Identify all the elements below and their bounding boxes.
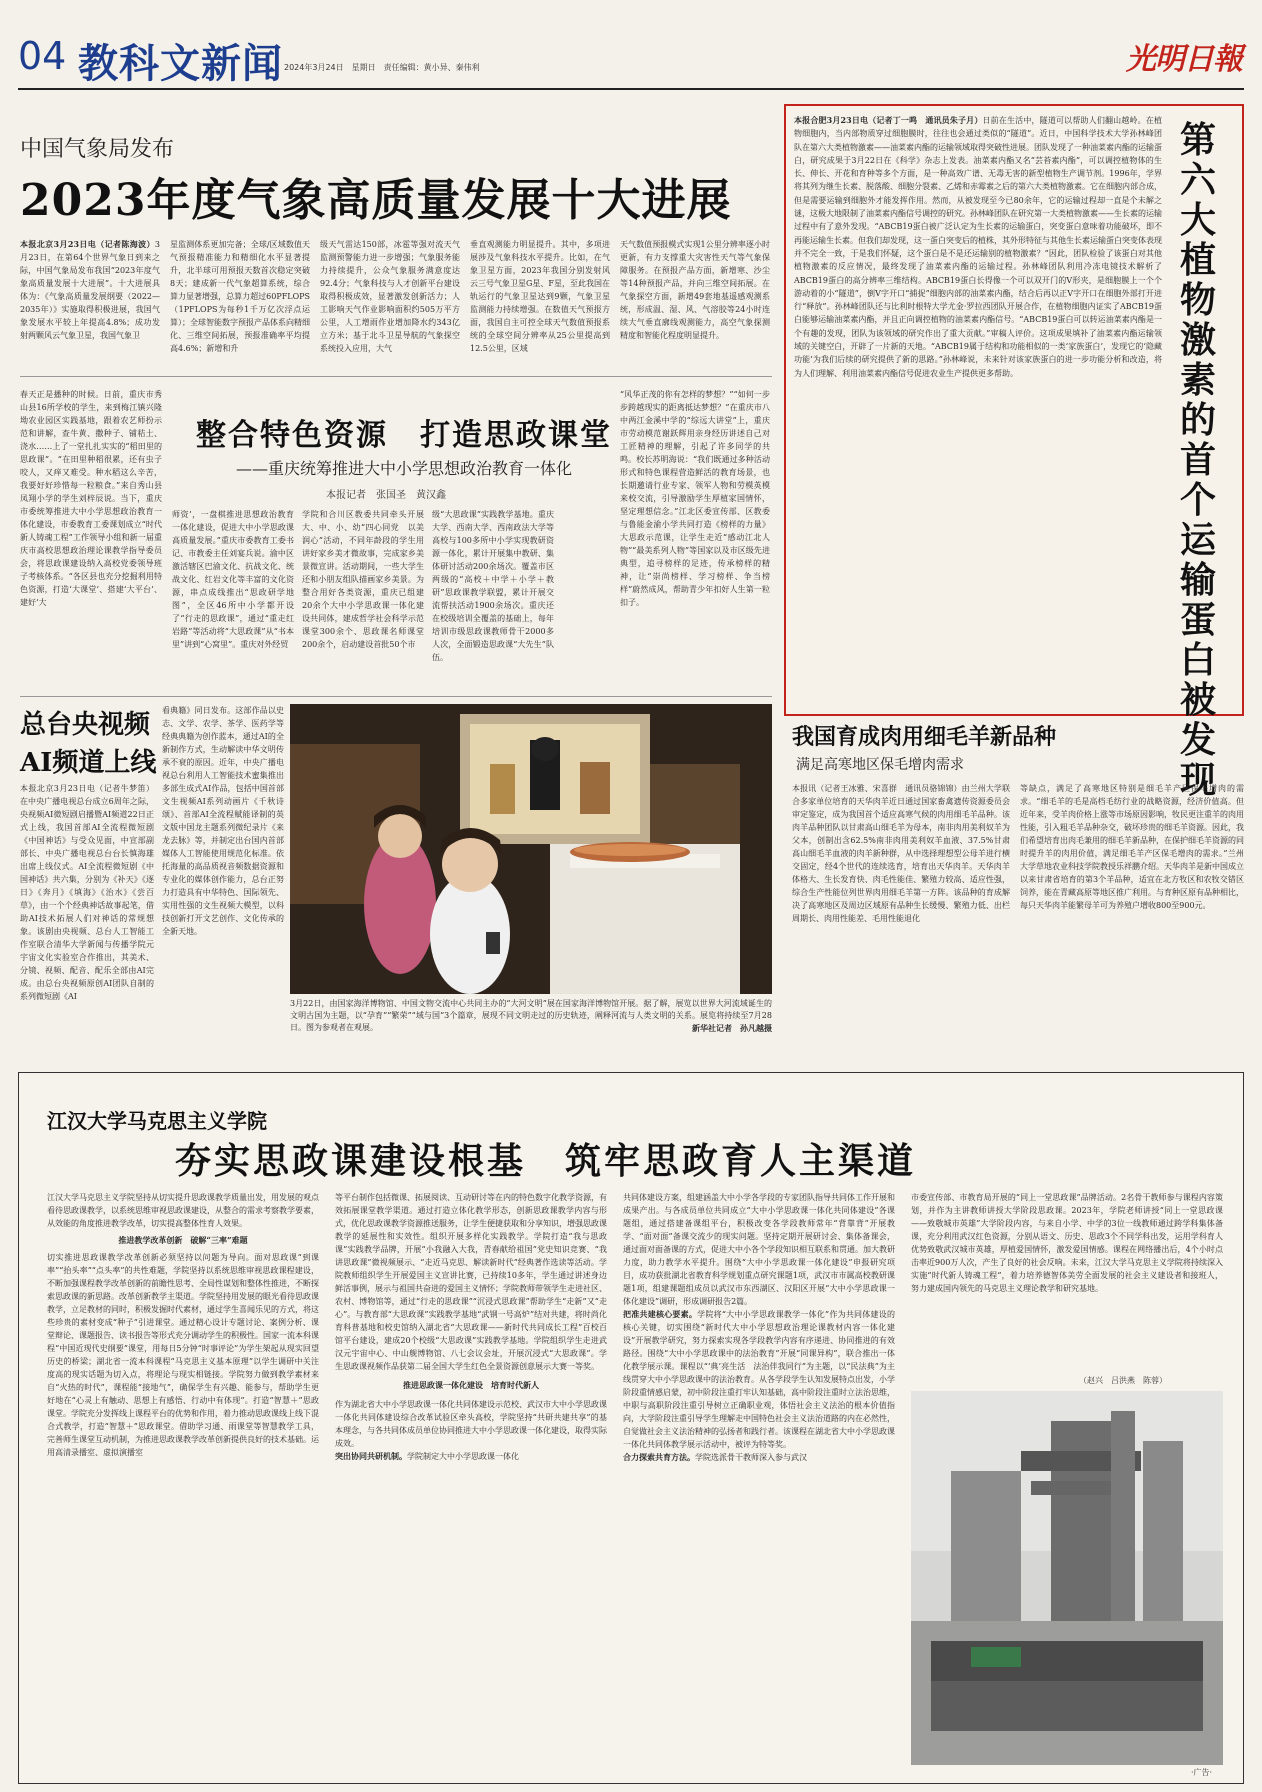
ad-mark: ·广告·: [1191, 1768, 1213, 1777]
plant-dateline: 本报合肥3月23日电（记者丁一鸣 通讯员朱子月）: [794, 115, 983, 125]
jianghan-box: [18, 1072, 1244, 1784]
sheep-subtitle: 满足高寒地区保毛增肉需求: [796, 757, 964, 773]
cctv-title-line-2: AI频道上线: [20, 748, 157, 778]
jianghan-author: （赵兴 吕洪燕 陈蓉）: [1079, 1376, 1167, 1385]
ideology-subtitle: ——重庆统筹推进大中小学思想政治教育一体化: [236, 459, 573, 478]
masthead-logo: 光明日報: [1126, 42, 1242, 77]
ideology-byline: 本报记者 张国圣 黄汉鑫: [326, 490, 446, 501]
ideology-col-5: “风华正茂的你有怎样的梦想？”“如何一步步跨越现实的距离抵达梦想？”在重庆市八中两江金溪中学的“综远大讲堂”上，重庆市劳动模范谢跃辉用亲身经历讲述自己对工匠精神的理解，引起了许多同学的共鸣。校长苏明海说：“我们既通过多种活动形式和特色课程营造鲜活的教育场景，也长期邀请行业专家、领军人物和劳模英模来校交流，引导激励学生厚植家国情怀，坚定理想信念。”江北区委宣传部、区教委与鲁能金渝小学共同打造《榜样的力量》大思政示范课，让学生走近“感动江北人物”“最美系列人物”等国家以及市区级先进典型，追寻榜样的足迹，传承榜样的精神，让“崇尚榜样、学习榜样、争当榜样”蔚然成风，帮助青少年扣好人生第一粒扣子。: [620, 390, 770, 607]
weather-col-1: [20, 238, 160, 363]
jianghan-col-2-tail: 学院制定大中小学思政课一体化: [407, 1452, 519, 1461]
jianghan-col-2: [335, 1191, 607, 1775]
section-title: 教科文新闻: [78, 40, 283, 87]
ideology-col-2: 师资’，一盘棋推进思想政治教育一体化建设，促进大中小学思政课高质量发展。”重庆市委教育工委书记、市教委主任刘宴兵说。渝中区激活辖区巴渝文化、抗战文化、统战文化、红岩文化等丰富的文化资源，串点成线推出“思政研学地图”，全区46所中小学都开设了“行走的思政课”，通过“重走红岩路”等活动将“大思政课”从“书本里”讲到“心窝里”。重庆对外经贸: [172, 510, 294, 649]
jianghan-photo-illustration: [911, 1391, 1223, 1765]
jianghan-col-3-body-2: 学院将“大中小学思政课教学一体化”作为共同体建设的核心关键，切实围绕“新时代大中小学思想政治理论课教材内容一体化建设”开展教学研究，努力探索实现各学段教学内容有序递进、协同推进的有效路径。围绕“大中小学思政课中的法治教育”开展“同课异构”，联合推出一体化教学展示课。课程以“‘典’亮生活 法治伴我同行”为主题，以“民法典”为主线贯穿大中小学思政课中的法治教育。从各学段学生认知发展特点出发，小学阶段重情感启蒙，初中阶段注重打牢认知基础，高中阶段注重时立法治思维，中职与高职阶段注重引导树立正确职业观，体悟社会主义法治的根本价值指向，大学阶段注重引导学生理解走中国特色社会主义法治道路的内在必然性，自觉做社会主义法治精神的弘扬者和践行者。该课程在湖北省大中小学思政课一体化共同体教学展示活动中，被评为特等奖。: [623, 1310, 895, 1449]
jianghan-col-4-body: 市委宣传部、市教育局开展的“同上一堂思政课”品牌活动。2名骨干教师参与课程内容策划，并作为主讲教师讲授大学阶段思政课。2023年，学院老师讲授“同上一堂思政课——致敬城市英雄”大学阶段内容，与来自小学、中学的3位一线教师通过跨学科集体备课，充分利用武汉红色资源，分别从语文、历史、思政3个不同学科出发，运用学科育人优势致敬武汉城市英雄，厚植爱国情怀，激发爱国情感。课程在网络播出后，4个小时点击率近900万人次，产生了良好的社会反响。未来，江汉大学马克思主义学院将持续深入实施“时代新人铸魂工程”，着力培养德智体美劳全面发展的社会主义建设者和接班人，努力建成国内领先的马克思主义理论教学和研究基地。: [911, 1193, 1223, 1293]
header-rule: [18, 88, 1244, 90]
cctv-col-2: 看典籍》同日发布。这部作品以史志、文学、农学、茶学、医药学等经典典籍为创作蓝本，通过AI的全新制作方式，生动解读中华文明传承不衰的原因。近年，中央广播电视总台利用人工智能技术蜜集推出多部生成式AI作品，包括中国首部文生视频AI系列动画片《千秋诗颂》、首部AI全流程赋能译制的英文版中国龙主题系列微纪录片《来龙去脉》等，并制定出台国内首部媒体人工智能使用规范化标准。依托海量的高品质视音频数据资源和专业化的媒体创作能力，总台正努力打造具有中华特色、国际领先、实用性强的文生视频大模型，以科技创新打开文艺创作、文化传承的全新天地。: [162, 706, 284, 936]
weather-col-1-text: 3月23日，在第64个世界气象日到来之际，中国气象局发布我国“2023年度气象高质量发展十大进展”。十大进展具体为：《气象高质量发展纲要（2022—2035年）》实施取得积极进展，我国气象发展水平较上年提高4.8%；成功发射两颗风云气象卫星，我国气象卫: [20, 240, 160, 340]
jianghan-lead: 江汉大学马克思主义学院坚持从切实提升思政课教学质量出发，用发展的观点看待思政课教学，以系统思维审视思政课建设，从整合的需求考察教学要素，从效能的角度推进教学改革，切实提高整体性育人效果。: [47, 1193, 319, 1228]
weather-col-3: 级天气雷达150部，冰雹等强对流天气监测预警能力进一步增强；气象服务能力持续提升，公众气象服务满意度达92.4分；气象科技与人才创新平台建设取得积极成效，显著激发创新活力；人工影响天气作业影响面积约505万平方公里，人工增雨作业增加降水约343亿立方米；基于北斗卫星导航的气象探空系统投入应用，大气: [320, 240, 460, 353]
plant-title: 第六大植物激素的首个运输蛋白被发现: [1180, 119, 1217, 801]
jianghan-col-2-body-2: 作为湖北省大中小学思政课一体化共同体建设示范校、武汉市大中小学思政课一体化共同体建设综合改革试验区牵头高校，学院坚持“共研共建共享”的基本理念，与各共同体成员单位协同推进大中小学思政课一体化建设，取得实际成效。: [335, 1400, 607, 1448]
museum-caption-text: 3月22日，由国家海洋博物馆、中国文物交流中心共同主办的“大河文明”展在国家海洋博物馆开展。据了解，展览以世界大河流域诞生的文明古国为主题，以“孕育”“繁荣”“域与国”3个篇章，展现不同文明走过的历史轨迹，阐释河流与人类文明的关系。展览将持续至7月28日。图为参观者在观展。: [290, 999, 772, 1032]
ideology-col-3: 学院和合川区教委共同牵头开展大、中、小、幼“四心同党 以美润心”活动，不同年龄段的学生用讲好家乡美才微故事，完成家乡美景微宣讲。活动期间，一些大学生还和小朋友组队描画家乡美景。为整合用好各类资源，重庆已组建20余个大中小学思政课一体化建设共同体，建成哲学社会科学示范课堂300余个、思政课名师课堂200余个，启动建设首批50个市: [302, 510, 424, 649]
weather-divider: [20, 376, 772, 377]
museum-photo-illustration: [290, 704, 772, 994]
sheep-col-2: 等缺点，满足了高寒地区特别是细毛羊产区保毛增肉的需求。“细毛羊的毛是高档毛纺行业的战略资源，经济价值高。但近年来，受羊肉价格上涨等市场原因影响，牧民更注重羊的肉用性能，引入粗毛羊品种杂交，破坏珍贵的细毛羊资源。因此，我们希望培育出肉毛兼用的细毛羊新品种，在保护细毛羊资源的同时提升羊的肉用价值，满足细毛羊产区保毛增肉的需求。”兰州大学草地农业科技学院教授乐祥鹏介绍。天华肉羊是新中国成立以来甘肃省培育的第3个羊品种，适宜在北方牧区和农牧交错区饲养，能在青藏高原等地区推广利用。与育种区原有品种相比，每只天华肉羊能繁母羊可为养殖户增收800至900元。: [1020, 784, 1244, 910]
jianghan-col-1-body: 切实推进思政课教学改革创新必须坚持以问题为导向。面对思政课“到课率”“抬头率”“点头率”的共性难题，学院坚持以系统思维审视思政课程建设，不断加强课程教学改革创新的前瞻性思考、全局性谋划和整体性推进，不断探索思政课的新思路。改革创新教学主渠道。学院坚持用发展的眼光看待思政课教学，立足教材的同时，积极发掘时代素材，通过学生喜闻乐见的方式，将这些珍贵的素材变成“种子”引进课堂。通过精心设计专题讨论、案例分析、课堂辩论、课题报告、读书报告等形式充分调动学生的积极性。国家一流本科课程“中国近现代史纲要”课堂，用每日5分钟“时事评论”为学生架起从现实回望历史的桥梁；湖北省一流本科课程“马克思主义基本原理”以学生调研中关注度高的现实话题为切入点，将理论与现实相链接。学院努力做到教学素材来自“火热的时代”，课程能“接地气”，确保学生有兴趣、能参与，帮助学生更好地在“心灵上有触动、思想上有感悟、行动中有体现”。打造“智慧＋”思政课堂。学院充分发挥线上课程平台的优势和作用，着力推动思政课线上线下混合式教学，打造“智慧＋”思政课堂。借助学习通、雨课堂等智慧教学工具，完善师生课堂互动机制，为推进思政课教学改革创新提供良好的技术基础。运用高清录播室、虚拟演播室: [47, 1253, 319, 1457]
jianghan-col-3-tail: 学院选派骨干教师深入参与武汉: [695, 1453, 807, 1462]
jianghan-heading-1: 推进教学改革创新 破解“三率”难题: [118, 1235, 248, 1245]
weather-title: 2023年度气象高质量发展十大进展: [20, 175, 732, 226]
jianghan-heading-2: 推进思政课一体化建设 培育时代新人: [403, 1380, 539, 1390]
weather-col-4: 垂直观测能力明显提升。其中，多项进展涉及气象科技水平提升。比如，在气象卫星方面，2023年我国分别发射风云三号气象卫星G星、F星，至此我国在轨运行的气象卫星达到9颗，气象卫星监测能力持续增强。在数值天气预报方面，我国自主可控全球天气数值预报系统的全球空间分辨率从25公里提高到12.5公里，区域: [470, 240, 610, 353]
plant-body: [794, 114, 1162, 706]
jianghan-col-1: [47, 1191, 319, 1775]
jianghan-title: 夯实思政课建设根基 筑牢思政育人主渠道: [175, 1140, 917, 1182]
museum-photo-credit: 新华社记者 孙凡越摄: [692, 1023, 772, 1033]
jianghan-group-photo: [911, 1391, 1223, 1765]
sheep-title: 我国育成肉用细毛羊新品种: [792, 724, 1057, 750]
sheep-col-1: 本报讯（记者王冰雅、宋喜群 通讯员骆锦锦）由兰州大学联合多家单位培育的天华肉羊近日通过国家畜禽遗传资源委员会审定鉴定，成为我国首个适应高寒气候的肉用细毛羊品种。该肉羊品种团队以甘肃高山细毛羊为母本，南非肉用美利奴羊为父本，创制出含62.5%南非肉用美利奴羊血液、37.5%甘肃高山细毛羊血液的肉羊新种群，从中选择理想型公母羊进行横交固定，经4个世代的连续选育，培育出天华肉羊。天华肉羊体格大、生长发育快、肉毛性能佳、繁殖力较高、适应性强，综合生产性能位列世界肉用细毛羊第一方阵。该品种的育成解决了高寒地区及周边区域原有品种生长缓慢、繁殖力低、出栏周期长、肉用性能差、毛用性能退化: [792, 784, 1010, 923]
museum-photo: [290, 704, 772, 994]
jianghan-heading-4: 把准共建核心要素。: [623, 1309, 698, 1319]
museum-photo-caption: [290, 998, 772, 1054]
jianghan-col-3-body: 共同体建设方案，组建涵盖大中小学各学段的专家团队指导共同体工作开展和成果产出。与各成员单位共同成立“大中小学思政课一体化共同体建设”各课题组，通过搭建备课组平台，积极改变各学段教师常年“背靠背”开展教学、“面对面”备课交流少的现实问题。坚持定期开展研讨会、集体备课会，通过面对面备课的方式，促进大中小各个学段知识相互联系和贯通。加大教研力度，助力教学水平提升。围绕“大中小学思政课一体化建设”申报研究项目，成功获批湖北省教育科学规划重点研究课题1项，武汉市市属高校教研课题1项，组建课题组成员以武汉市东西湖区、汉阳区开展“大中小学思政课一体化建设”调研，形成调研报告2篇。: [623, 1193, 895, 1306]
plant-body-text: 日前在生活中，隧道可以帮助人们翻山越岭。在植物细胞内，当内部物质穿过细胞膜时，往往也会通过类似的“隧道”。近日，中国科学技术大学孙林峰团队在第六大类植物激素——油菜素内酯的运输领域取得突破性进展。团队发现了一种油菜素内酯的运输蛋白，研究成果于3月22日在《科学》杂志上发表。油菜素内酯又名“芸苔素内酯”，可以调控植物体的生长、伸长、开花和育种等多个方面，是一种高效广谱、无毒无害的新型植物生产调节剂。1996年，学界将其列为继生长素、脱落酸、细胞分裂素、乙烯和赤霉素之后的第六大类植物激素。它在细胞内部合成，但是需要运输到细胞外才能发挥作用。然而，从被发现至今已80余年，它的运输过程却一直是个未解之谜，这极大地限制了油菜素内酯信号调控的研究。孙林峰团队在研究第一大类植物激素——生长素的运输过程中有了意外发现。“ABCB19蛋白被广泛认定为生长素的运输蛋白，突变蛋白意味着功能破坏，即不再能运输生长素。但我们却发现，这一蛋白突变后的植株，其外形特征与其他生长素运输蛋白突变体表现并不完全一致，于是我们怀疑，这个蛋白是不是还运输别的植物激素？”因此，团队检验了该蛋白对其他植物激素的反应情况，最终发现了油菜素内酯的运输过程。孙林峰团队利用冷冻电镜技术解析了ABCB19蛋白的高分辨率三维结构。ABCB19蛋白长得像一个可以双开门的V形夹，是细胞膜上一个个游动着的小“隧道”，倒V字开口“捕捉”细胞内部的油菜素内酯，结合后再以正V字开口在细胞外部打开进行“释放”。孙林峰团队还与比利时根特大学尤金·罗拉西团队开展合作，在植物细胞内证实了ABCB19蛋白能够运输油菜素内酯，并且正向调控植物的油菜素内酯信号。“ABCB19蛋白可以转运油菜素内酯是一个有趣的发现，团队为该领域的研究作出了重大贡献。”审稿人评价。这项成果填补了油菜素内酯运输领域的关键空白，开辟了一片新的天地。“ABCB19属于结构和功能相似的一类‘家族蛋白’，发现它的‘隐藏功能’为我们后续的研究提供了新的思路。”孙林峰说，未来针对该家族蛋白的进一步功能分析和改造，将为人们理解、利用油菜素内酯信号促进农业生产提供更多帮助。: [794, 116, 1162, 378]
page-header: [18, 28, 1244, 87]
page-number: 04: [18, 34, 67, 78]
cctv-col-1: 本报北京3月23日电（记者牛梦笛）在中央广播电视总台成立6周年之际，央视频AI微短剧启播暨AI频道22日正式上线，我国首部AI全流程微短剧《中国神话》与受众见面，中宣部副部长、中央广播电视总台台长慎海雄出席上线仪式。AI全流程微短剧《中国神话》共六集，分别为《补天》《逐日》《奔月》《填海》《治水》《尝百草》，由一个个经典神话故事起笔，借助AI技术拓展人们对神话的常规想象。该剧由央视频、总台人工智能工作室联合清华大学新闻与传播学院元宇宙文化实验室合作推出，其美术、分镜、视频、配音、配乐全部由AI完成。由总台央视频原创AI团队自制的系列微短剧《AI: [20, 784, 154, 1001]
jianghan-kicker: 江汉大学马克思主义学院: [47, 1109, 267, 1133]
date-line: 2024年3月24日 星期日 责任编辑：黄小异、秦伟利: [284, 63, 480, 72]
ideology-divider: [20, 696, 772, 697]
jianghan-heading-5: 合力探索共育方法。: [623, 1452, 695, 1462]
jianghan-col-4: [911, 1191, 1223, 1369]
weather-col-2: 星监测体系更加完备；全球/区域数值天气预报精准能力和精细化水平显著提升，北半球可用预报天数首次稳定突破8天；建成新一代气象超算系统，综合算力显著增强，总算力超过60PFLOPS（1PFLOPS为每秒1千万亿次浮点运算）；全球智能数字预报产品体系向精细化、三维空间拓展，预报准确率平均提高4.6%；新增和升: [170, 240, 310, 353]
weather-dateline: 本报北京3月23日电（记者陈海波）: [20, 239, 155, 249]
weather-kicker: 中国气象局发布: [20, 137, 175, 162]
ideology-col-4: 级“大思政课”实践教学基地。重庆大学、西南大学、西南政法大学等高校与100多所中小学实现教研资源一体化，累计开展集中教研、集体研讨活动200余场次。覆盖市区两级的“高校＋中学＋小学＋教研”思政课教学联盟，累计开展交流帮扶活动1900余场次。重庆还在校级培训全覆盖的基础上，每年培训市级思政课教师骨干2000多人次，全面锻造思政课“大先生”队伍。: [432, 510, 554, 662]
cctv-title-line-1: 总台央视频: [20, 710, 151, 740]
jianghan-col-2-body: 等平台制作包括微课、拓展阅读、互动研讨等在内的特色数字化教学资源，有效拓展课堂教学渠道。通过打造立体化教学形态，创新思政课教学内容与形式，优化思政课教学资源推送服务，让学生便捷获取和分享知识，增强思政课教学的延展性和实效性。组织开展多样化实践教学。学院打造“我与思政课”实践教学品牌，开展“小我融入大我，青春献给祖国”党史知识竞赛、“我讲思政课”微视频展示、“走近马克思、解读新时代”经典著作选读等活动。学院教师组织学生开展爱国主义宣讲比赛，已持续10多年，学生通过讲述身边鲜活事例，展示与祖国共奋进的爱国主义情怀；学院教师带领学生走进社区、农村、博物馆等，通过“行走的思政课”“沉浸式思政课”帮助学生“走新”又“走心”。与教育部“大思政课”实践教学基地“武钢一号高炉”结对共建，将时尚化育科普基地和校史馆纳入湖北省“大思政课——新时代共同成长工程”百校百馆平台建设，建成20个校级“大思政课”实践教学基地。学院组织学生走进武汉元宇宙中心、中山舰博物馆、八七会议会址，开展沉浸式“大思政课”。学生思政课视频作品获第二届全国大学生红色全景资源创意展示大赛一等奖。: [335, 1193, 607, 1371]
jianghan-col-3: [623, 1191, 895, 1775]
weather-col-5: 天气数值预报模式实现1公里分辨率逐小时更新，有力支撑重大灾害性天气等气象保障服务。在预报产品方面，新增寒、沙尘等14种预报产品，并向三维空间拓展。在气象探空方面，新增49套地基遥感观测系统，形成温、湿、风、气溶胶等24小时连续大气垂直廓线观测能力，高空气象探测精度和智能化程度明显提升。: [620, 240, 770, 340]
jianghan-heading-3: 突出协同共研机制。: [335, 1451, 407, 1461]
ideology-title: 整合特色资源 打造思政课堂: [196, 418, 612, 453]
ideology-col-1: 春天正是播种的时候。日前，重庆市秀山县16所学校的学生，来到梅江镇兴隆坳农业园区实践基地，跟着农艺师扮示范和讲解，查牛黄、撒种子、铺秸土、浇水……上了一堂扎扎实实的“稻田里的思政课”。“在田里种稻很累，还有虫子咬人，又痒又难受。种水稻这么辛苦，我要好好珍惜每一粒粮食。”来自秀山县凤翔小学的学生刘梓辰说。当下，重庆市委统筹推进大中小学思想政治教育一体化建设，市委教育工委课划成立“时代新人铸魂工程”工作领导小组和新一届重庆市高校思想政治理论课教学指导委员会，将思政课建设纳入高校党委领导班子考核体系。“各区县也充分挖掘利用特色资源，打造‘大课堂’、搭建‘大平台’、建好‘大: [20, 390, 162, 607]
